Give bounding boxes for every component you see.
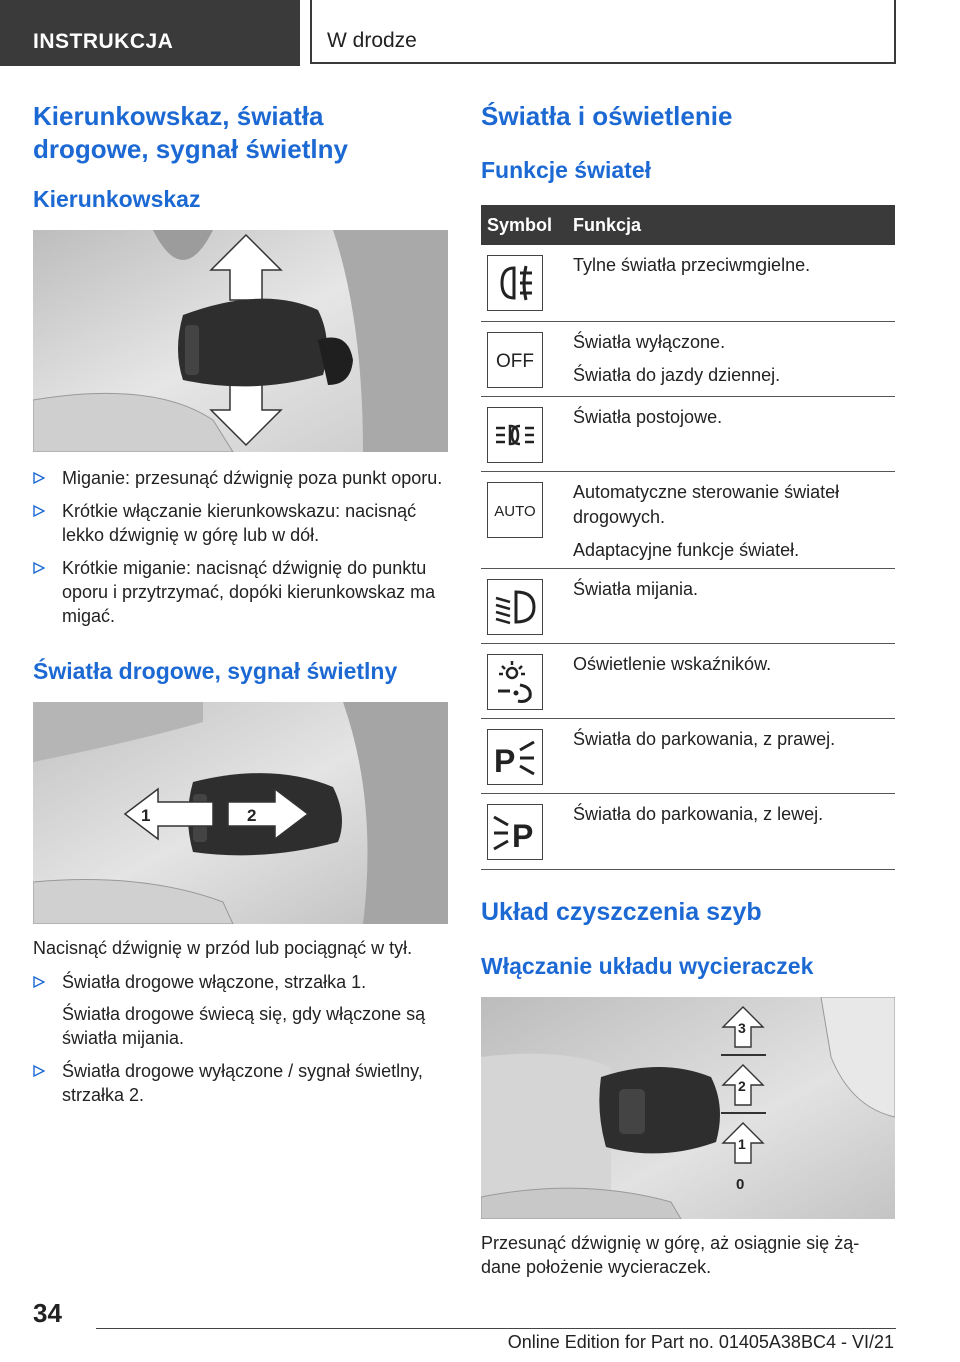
high-beam-paragraph: Nacisnąć dźwignię w przód lub pociągnąć w tył.: [33, 938, 413, 958]
parking-right-icon: [487, 729, 543, 785]
position-0-label: 0: [736, 1175, 745, 1193]
page-footer: [0, 1290, 960, 1362]
high-beam-lever-illustration: [33, 702, 448, 924]
triangle-bullet-icon: [33, 976, 45, 988]
list-item: Światła drogowe wyłączone / sygnał świetlny, strzałka 2.: [33, 1059, 448, 1107]
triangle-bullet-icon: [33, 472, 45, 484]
table-header-row: [481, 205, 895, 245]
triangle-bullet-icon: [33, 562, 45, 574]
left-column: [33, 100, 448, 1116]
position-3-label: 3: [738, 1019, 746, 1036]
wiper-lever-illustration: [481, 997, 895, 1219]
light-functions-table: [481, 205, 895, 870]
rear-fog-light-icon: [487, 255, 543, 311]
header-chapter-tab: [310, 0, 896, 64]
low-beam-icon: [487, 579, 543, 635]
table-row: Oświetlenie wskaźników.: [481, 643, 895, 718]
subheading-high-beam: Światła drogowe, sygnał świetlny: [33, 658, 398, 684]
high-beam-lever-image: [33, 702, 448, 924]
table-row: P Światła do parkowania, z lewej.: [481, 793, 895, 869]
wiper-lever-image: [481, 997, 895, 1219]
high-beam-instructions: [33, 970, 448, 1107]
table-row: AUTO Automatyczne sterowanie świateł drogowych. Adaptacyjne funkcje świateł.: [481, 471, 895, 568]
right-column: [481, 100, 895, 1279]
table-row: OFF Światła wyłączone. Światła do jazdy dziennej.: [481, 321, 895, 396]
table-row: P Światła do parkowania, z prawej.: [481, 718, 895, 793]
wiper-paragraph: Przesunąć dźwignię w górę, aż osiągnie się żą-dane położenie wycieraczek.: [481, 1232, 860, 1277]
arrow-2-label: 2: [247, 806, 257, 825]
section-title-wipers: Układ czyszczenia szyb: [481, 897, 762, 926]
header-chapter-label: W drodze: [327, 29, 417, 52]
off-icon: [487, 332, 543, 388]
arrow-1-label: 1: [141, 806, 151, 825]
turn-signal-instructions: [33, 466, 448, 628]
table-row: Tylne światła przeciwmgielne.: [481, 245, 895, 321]
position-2-label: 2: [738, 1077, 746, 1094]
column-header-function: Funkcja: [567, 205, 895, 245]
list-item: Światła drogowe włączone, strzałka 1. Światła drogowe świecą się, gdy włączone są światła mijania.: [33, 970, 448, 1050]
list-item: Miganie: przesunąć dźwignię poza punkt oporu.: [33, 466, 448, 490]
footer-divider: [96, 1328, 896, 1329]
triangle-bullet-icon: [33, 1065, 45, 1077]
parking-lights-icon: [487, 407, 543, 463]
svg-text:P: P: [494, 742, 516, 779]
subheading-turn-signal: Kierunkowskaz: [33, 186, 201, 212]
svg-text:P: P: [512, 817, 534, 854]
triangle-bullet-icon: [33, 505, 45, 517]
subheading-light-functions: Funkcje świateł: [481, 157, 652, 183]
position-1-label: 1: [738, 1135, 746, 1152]
turn-signal-lever-image: [33, 230, 448, 452]
page-number: 34: [33, 1298, 62, 1328]
list-item: Krótkie włączanie kierunkowskazu: nacisnąć lekko dźwignię w górę lub w dół.: [33, 499, 448, 547]
header-section-label: INSTRUKCJA: [33, 30, 174, 53]
svg-text:AUTO: AUTO: [494, 502, 536, 520]
svg-text:OFF: OFF: [496, 350, 534, 372]
subheading-wiper-activation: Włączanie układu wycieraczek: [481, 952, 814, 979]
turn-signal-lever-illustration: [33, 230, 448, 452]
footer-edition: Online Edition for Part no. 01405A38BC4 - VI/21: [507, 1332, 894, 1352]
column-header-symbol: Symbol: [481, 205, 567, 245]
section-title-turn-signal: Kierunkowskaz, światła drogowe, sygnał świetlny: [33, 101, 348, 164]
table-row: Światła mijania.: [481, 568, 895, 643]
section-title-lights: Światła i oświetlenie: [481, 101, 733, 131]
list-item: Krótkie miganie: nacisnąć dźwignię do punktu oporu i przytrzymać, dopóki kierunkowskaz ma migać.: [33, 556, 448, 628]
table-row: Światła postojowe.: [481, 396, 895, 471]
parking-left-icon: [487, 804, 543, 860]
header-section-tab: [0, 0, 300, 66]
instrument-lighting-icon: [487, 654, 543, 710]
page-header: [0, 0, 960, 66]
auto-icon: [487, 482, 543, 538]
